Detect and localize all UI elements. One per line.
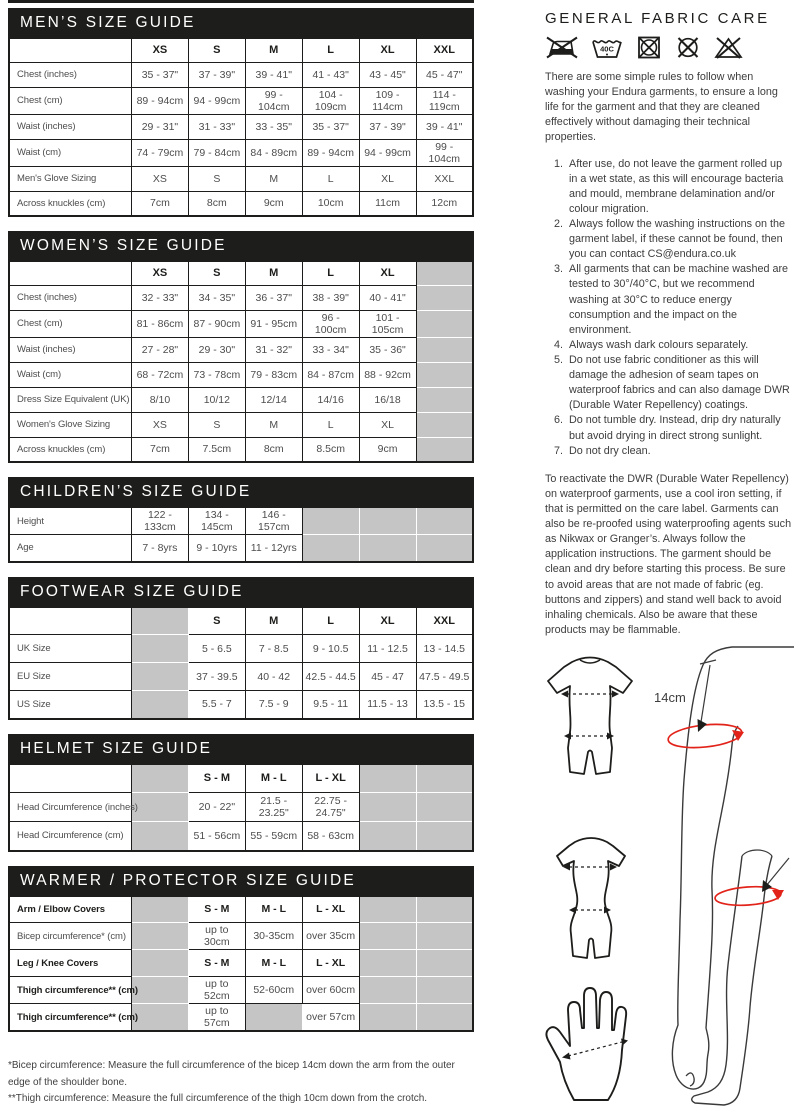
value-cell: XXL — [416, 166, 473, 191]
empty-cell — [416, 1004, 473, 1032]
section-title-bar: WARMER / PROTECTOR SIZE GUIDE — [8, 866, 474, 895]
value-cell: 94 - 99cm — [188, 87, 245, 114]
value-cell: 88 - 92cm — [359, 362, 416, 387]
table-row — [9, 822, 473, 851]
table-row — [9, 114, 473, 139]
size-table — [8, 37, 474, 217]
value-cell: 74 - 79cm — [131, 139, 188, 166]
section-title-bar: FOOTWEAR SIZE GUIDE — [8, 577, 474, 606]
value-cell: 8/10 — [131, 387, 188, 412]
column-header: S - M — [188, 764, 245, 793]
arm-measure-label: 14cm — [654, 690, 686, 705]
value-cell: 99 - 104cm — [416, 139, 473, 166]
footnotes — [8, 1058, 474, 1108]
value-cell: 91 - 95cm — [245, 310, 302, 337]
value-cell: 37 - 39" — [359, 114, 416, 139]
value-cell: 43 - 45" — [359, 62, 416, 87]
section-title-bar: HELMET SIZE GUIDE — [8, 734, 474, 763]
column-header: XL — [359, 261, 416, 285]
row-label: Across knuckles (cm) — [9, 437, 131, 462]
blank-header-cell — [9, 38, 131, 62]
care-rule-item: 5. Do not use fabric conditioner as this will damage the adhesion of seam tapes on waterproof fabrics and can also damage DWR (Durable Water Repellency) coatings. — [566, 353, 792, 413]
care-rule-item: 6. Do not tumble dry. Instead, drip dry naturally but avoid drying in direct strong sunlight. — [566, 413, 792, 443]
empty-cell — [359, 950, 416, 977]
table-row — [9, 950, 473, 977]
hand-glove-diagram — [536, 966, 651, 1108]
value-cell: L — [302, 166, 359, 191]
childrens-size-guide-section — [8, 477, 474, 563]
value-cell: over 35cm — [302, 923, 359, 950]
table-row — [9, 437, 473, 462]
table-row — [9, 191, 473, 216]
section-title-bar: MEN’S SIZE GUIDE — [8, 8, 474, 37]
womens-torso-diagram — [547, 830, 635, 968]
empty-cell — [131, 793, 188, 822]
column-header: XS — [131, 38, 188, 62]
value-cell: 10cm — [302, 191, 359, 216]
value-cell: 14/16 — [302, 387, 359, 412]
value-cell: up to 52cm — [188, 977, 245, 1004]
table-row — [9, 412, 473, 437]
value-cell: 37 - 39" — [188, 62, 245, 87]
value-cell: 8cm — [188, 191, 245, 216]
value-cell: 12/14 — [245, 387, 302, 412]
value-cell: 146 - 157cm — [245, 507, 302, 535]
value-cell: 104 - 109cm — [302, 87, 359, 114]
size-table — [8, 506, 474, 563]
value-cell: 29 - 30" — [188, 337, 245, 362]
value-cell: 27 - 28" — [131, 337, 188, 362]
empty-cell — [416, 535, 473, 562]
do-not-dry-clean-icon — [674, 34, 702, 61]
row-label: Bicep circumference* (cm) — [9, 923, 131, 950]
value-cell: 5 - 6.5 — [188, 635, 245, 663]
value-cell: L - XL — [302, 950, 359, 977]
value-cell: 73 - 78cm — [188, 362, 245, 387]
empty-cell — [302, 507, 359, 535]
value-cell: 16/18 — [359, 387, 416, 412]
value-cell: up to 30cm — [188, 923, 245, 950]
value-cell: S — [188, 166, 245, 191]
value-cell: M - L — [245, 896, 302, 923]
empty-cell — [416, 387, 473, 412]
value-cell: 89 - 94cm — [302, 139, 359, 166]
blank-header-cell — [9, 764, 131, 793]
value-cell: 40 - 42 — [245, 663, 302, 691]
value-cell: 81 - 86cm — [131, 310, 188, 337]
care-icons-row — [545, 34, 792, 61]
care-rule-item: 3. All garments that can be machine washed are tested to 30°/40°C, but we recommend washing at 30°C to reduce energy consumption and the impact on the environment. — [566, 262, 792, 338]
value-cell: 84 - 87cm — [302, 362, 359, 387]
table-row — [9, 285, 473, 310]
value-cell: 8cm — [245, 437, 302, 462]
header-row — [9, 261, 473, 285]
value-cell: 51 - 56cm — [188, 822, 245, 851]
value-cell: 9 - 10.5 — [302, 635, 359, 663]
value-cell: M — [245, 166, 302, 191]
row-label: Chest (inches) — [9, 62, 131, 87]
empty-cell — [416, 896, 473, 923]
column-header: XS — [131, 261, 188, 285]
size-table — [8, 895, 474, 1033]
value-cell: 68 - 72cm — [131, 362, 188, 387]
value-cell: 11.5 - 13 — [359, 691, 416, 719]
value-cell: 109 - 114cm — [359, 87, 416, 114]
value-cell: 33 - 34" — [302, 337, 359, 362]
value-cell: 9 - 10yrs — [188, 535, 245, 562]
row-label: Arm / Elbow Covers — [9, 896, 131, 923]
empty-cell — [359, 977, 416, 1004]
size-table — [8, 606, 474, 720]
empty-cell — [131, 691, 188, 719]
empty-cell — [416, 507, 473, 535]
value-cell: 11 - 12yrs — [245, 535, 302, 562]
value-cell: 58 - 63cm — [302, 822, 359, 851]
row-label: Waist (cm) — [9, 362, 131, 387]
column-header: L — [302, 607, 359, 635]
row-label: Waist (inches) — [9, 114, 131, 139]
arm-and-leg-diagram — [648, 640, 795, 1108]
value-cell: 5.5 - 7 — [188, 691, 245, 719]
care-rules-list — [545, 157, 792, 459]
column-header: L — [302, 38, 359, 62]
value-cell: 7.5cm — [188, 437, 245, 462]
empty-cell — [359, 1004, 416, 1032]
row-label: Thigh circumference** (cm) — [9, 977, 131, 1004]
value-cell: 122 - 133cm — [131, 507, 188, 535]
womens-size-guide-section — [8, 231, 474, 463]
size-table — [8, 260, 474, 463]
value-cell: 79 - 84cm — [188, 139, 245, 166]
row-label: Waist (inches) — [9, 337, 131, 362]
table-row — [9, 507, 473, 535]
thigh-footnote: **Thigh circumference: Measure the full circumference of the thigh 10cm down from the crotch. — [8, 1093, 428, 1104]
fabric-care-column — [545, 10, 792, 638]
value-cell: 7 - 8.5 — [245, 635, 302, 663]
value-cell: 7 - 8yrs — [131, 535, 188, 562]
value-cell: 9cm — [359, 437, 416, 462]
mens-size-guide-section — [8, 8, 474, 217]
row-label: Across knuckles (cm) — [9, 191, 131, 216]
row-label: EU Size — [9, 663, 131, 691]
column-header: M - L — [245, 764, 302, 793]
helmet-size-guide-section — [8, 734, 474, 852]
value-cell: 96 - 100cm — [302, 310, 359, 337]
column-header: L - XL — [302, 764, 359, 793]
value-cell: up to 57cm — [188, 1004, 245, 1032]
value-cell: XL — [359, 166, 416, 191]
empty-cell — [416, 310, 473, 337]
value-cell: 52-60cm — [245, 977, 302, 1004]
header-row — [9, 764, 473, 793]
value-cell: 35 - 36" — [359, 337, 416, 362]
value-cell: 35 - 37" — [302, 114, 359, 139]
value-cell: XL — [359, 412, 416, 437]
row-label: Height — [9, 507, 131, 535]
value-cell: 101 - 105cm — [359, 310, 416, 337]
care-rule-item: 1. After use, do not leave the garment rolled up in a wet state, as this will encourage bacteria and mould, membrane delamination and/or colour migration. — [566, 157, 792, 217]
value-cell: M — [245, 412, 302, 437]
value-cell: L — [302, 412, 359, 437]
value-cell: XS — [131, 412, 188, 437]
blank-header-cell — [9, 607, 131, 635]
empty-cell — [359, 535, 416, 562]
dwr-reproof-paragraph: To reactivate the DWR (Durable Water Repellency) on waterproof garments, use a cool iron setting, if that is permitted on the care label. Garments can also be re-proofed using waterproofing agents such as Nikwax or Granger’s. Always follow the application instructions. The garment should be clean and dry before starting this process. Be sure to avoid areas that are not made of fabric (eg. buttons and zippers) and stand well back to avoid inhaling chemicals. Also be aware that these products may be flammable. — [545, 472, 792, 636]
column-header: S — [188, 38, 245, 62]
value-cell: 8.5cm — [302, 437, 359, 462]
empty-cell — [131, 896, 188, 923]
value-cell: 20 - 22" — [188, 793, 245, 822]
value-cell: 12cm — [416, 191, 473, 216]
table-row — [9, 362, 473, 387]
table-row — [9, 896, 473, 923]
value-cell: 39 - 41" — [416, 114, 473, 139]
empty-cell — [416, 977, 473, 1004]
value-cell: 11 - 12.5 — [359, 635, 416, 663]
do-not-iron-icon — [545, 34, 579, 61]
row-label: Chest (cm) — [9, 310, 131, 337]
row-label: Chest (cm) — [9, 87, 131, 114]
empty-cell — [131, 1004, 188, 1032]
care-rule-item: 2. Always follow the washing instructions on the garment label, if these cannot be found, then you can contact CS@endura.co.uk — [566, 217, 792, 262]
value-cell: 134 - 145cm — [188, 507, 245, 535]
empty-cell — [416, 437, 473, 462]
warmer-protector-size-guide-section — [8, 866, 474, 1033]
table-row — [9, 62, 473, 87]
row-label: Chest (inches) — [9, 285, 131, 310]
row-label: Thigh circumference** (cm) — [9, 1004, 131, 1032]
table-row — [9, 87, 473, 114]
value-cell: 21.5 - 23.25" — [245, 793, 302, 822]
column-header: XXL — [416, 607, 473, 635]
row-label: UK Size — [9, 635, 131, 663]
table-row — [9, 337, 473, 362]
table-row — [9, 663, 473, 691]
value-cell: 33 - 35" — [245, 114, 302, 139]
column-header: L — [302, 261, 359, 285]
value-cell: 45 - 47" — [416, 62, 473, 87]
empty-cell — [359, 822, 416, 851]
value-cell: 38 - 39" — [302, 285, 359, 310]
care-rule-item: 4. Always wash dark colours separately. — [566, 338, 792, 353]
value-cell: 39 - 41" — [245, 62, 302, 87]
column-header: M — [245, 607, 302, 635]
value-cell: 41 - 43" — [302, 62, 359, 87]
svg-text:40C: 40C — [600, 44, 614, 54]
table-row — [9, 977, 473, 1004]
table-row — [9, 1004, 473, 1032]
empty-cell — [131, 663, 188, 691]
empty-cell — [416, 793, 473, 822]
empty-cell — [359, 793, 416, 822]
table-row — [9, 923, 473, 950]
empty-cell — [416, 337, 473, 362]
empty-cell — [416, 950, 473, 977]
value-cell: 47.5 - 49.5 — [416, 663, 473, 691]
value-cell: 7cm — [131, 437, 188, 462]
column-header: S — [188, 607, 245, 635]
value-cell: XS — [131, 166, 188, 191]
table-row — [9, 139, 473, 166]
empty-cell — [131, 822, 188, 851]
empty-cell — [416, 923, 473, 950]
value-cell: 13 - 14.5 — [416, 635, 473, 663]
value-cell: 9.5 - 11 — [302, 691, 359, 719]
empty-cell — [131, 635, 188, 663]
empty-cell — [131, 977, 188, 1004]
table-row — [9, 635, 473, 663]
value-cell: 45 - 47 — [359, 663, 416, 691]
column-header: XL — [359, 38, 416, 62]
column-header: XL — [359, 607, 416, 635]
row-label: Leg / Knee Covers — [9, 950, 131, 977]
value-cell: 114 - 119cm — [416, 87, 473, 114]
size-table — [8, 763, 474, 852]
size-tables-column — [8, 0, 474, 1108]
value-cell: 31 - 32" — [245, 337, 302, 362]
row-label: Head Circumference (cm) — [9, 822, 131, 851]
empty-cell — [131, 607, 188, 635]
value-cell: 29 - 31" — [131, 114, 188, 139]
wash-40c-icon — [590, 34, 624, 61]
table-row — [9, 387, 473, 412]
value-cell: S — [188, 412, 245, 437]
table-row — [9, 793, 473, 822]
table-row — [9, 166, 473, 191]
value-cell: 55 - 59cm — [245, 822, 302, 851]
empty-cell — [416, 822, 473, 851]
empty-cell — [359, 923, 416, 950]
section-title-bar: WOMEN’S SIZE GUIDE — [8, 231, 474, 260]
mens-torso-diagram — [540, 648, 640, 788]
value-cell: 36 - 37" — [245, 285, 302, 310]
value-cell: 89 - 94cm — [131, 87, 188, 114]
value-cell: 22.75 - 24.75" — [302, 793, 359, 822]
value-cell: 87 - 90cm — [188, 310, 245, 337]
empty-cell — [359, 896, 416, 923]
value-cell: 42.5 - 44.5 — [302, 663, 359, 691]
value-cell: 34 - 35" — [188, 285, 245, 310]
column-header: XXL — [416, 38, 473, 62]
value-cell: 11cm — [359, 191, 416, 216]
value-cell: L - XL — [302, 896, 359, 923]
value-cell: 79 - 83cm — [245, 362, 302, 387]
empty-cell — [131, 923, 188, 950]
value-cell: 35 - 37" — [131, 62, 188, 87]
header-row — [9, 38, 473, 62]
empty-cell — [416, 362, 473, 387]
row-label: Women's Glove Sizing — [9, 412, 131, 437]
row-label: Head Circumference (inches) — [9, 793, 131, 822]
value-cell: 37 - 39.5 — [188, 663, 245, 691]
do-not-bleach-icon — [713, 34, 744, 61]
empty-cell — [416, 285, 473, 310]
empty-cell — [416, 261, 473, 285]
value-cell: 32 - 33" — [131, 285, 188, 310]
value-cell: 94 - 99cm — [359, 139, 416, 166]
empty-cell — [131, 950, 188, 977]
empty-cell — [416, 412, 473, 437]
empty-cell — [302, 535, 359, 562]
value-cell: 99 - 104cm — [245, 87, 302, 114]
column-header: S — [188, 261, 245, 285]
value-cell: S - M — [188, 950, 245, 977]
value-cell: 7.5 - 9 — [245, 691, 302, 719]
value-cell: 7cm — [131, 191, 188, 216]
value-cell: over 60cm — [302, 977, 359, 1004]
value-cell: 10/12 — [188, 387, 245, 412]
row-label: US Size — [9, 691, 131, 719]
footwear-size-guide-section — [8, 577, 474, 720]
value-cell: 31 - 33" — [188, 114, 245, 139]
column-header: M — [245, 261, 302, 285]
value-cell: over 57cm — [302, 1004, 359, 1032]
empty-cell — [359, 764, 416, 793]
value-cell: M - L — [245, 950, 302, 977]
row-label: Men's Glove Sizing — [9, 166, 131, 191]
value-cell: S - M — [188, 896, 245, 923]
value-cell: 13.5 - 15 — [416, 691, 473, 719]
table-row — [9, 691, 473, 719]
value-cell: 9cm — [245, 191, 302, 216]
blank-header-cell — [9, 261, 131, 285]
fabric-care-intro: There are some simple rules to follow when washing your Endura garments, to ensure a long life for the garment and that they are cleaned effectively without damaging their technical properties. — [545, 71, 778, 144]
top-rule-divider — [8, 0, 474, 3]
row-label: Waist (cm) — [9, 139, 131, 166]
section-title-bar: CHILDREN’S SIZE GUIDE — [8, 477, 474, 506]
fabric-care-title: GENERAL FABRIC CARE — [545, 10, 770, 27]
table-row — [9, 310, 473, 337]
care-rule-item: 7. Do not dry clean. — [566, 444, 792, 459]
do-not-tumble-dry-icon — [635, 34, 663, 61]
table-row — [9, 535, 473, 562]
value-cell: 30-35cm — [245, 923, 302, 950]
column-header: M — [245, 38, 302, 62]
header-row — [9, 607, 473, 635]
empty-cell — [416, 764, 473, 793]
empty-cell — [359, 507, 416, 535]
empty-cell — [245, 1004, 302, 1032]
value-cell: 84 - 89cm — [245, 139, 302, 166]
row-label: Age — [9, 535, 131, 562]
row-label: Dress Size Equivalent (UK) — [9, 387, 131, 412]
empty-cell — [131, 764, 188, 793]
value-cell: 40 - 41" — [359, 285, 416, 310]
bicep-footnote: *Bicep circumference: Measure the full circumference of the bicep 14cm down the arm from the outer edge of the shoulder bone. — [8, 1060, 455, 1088]
